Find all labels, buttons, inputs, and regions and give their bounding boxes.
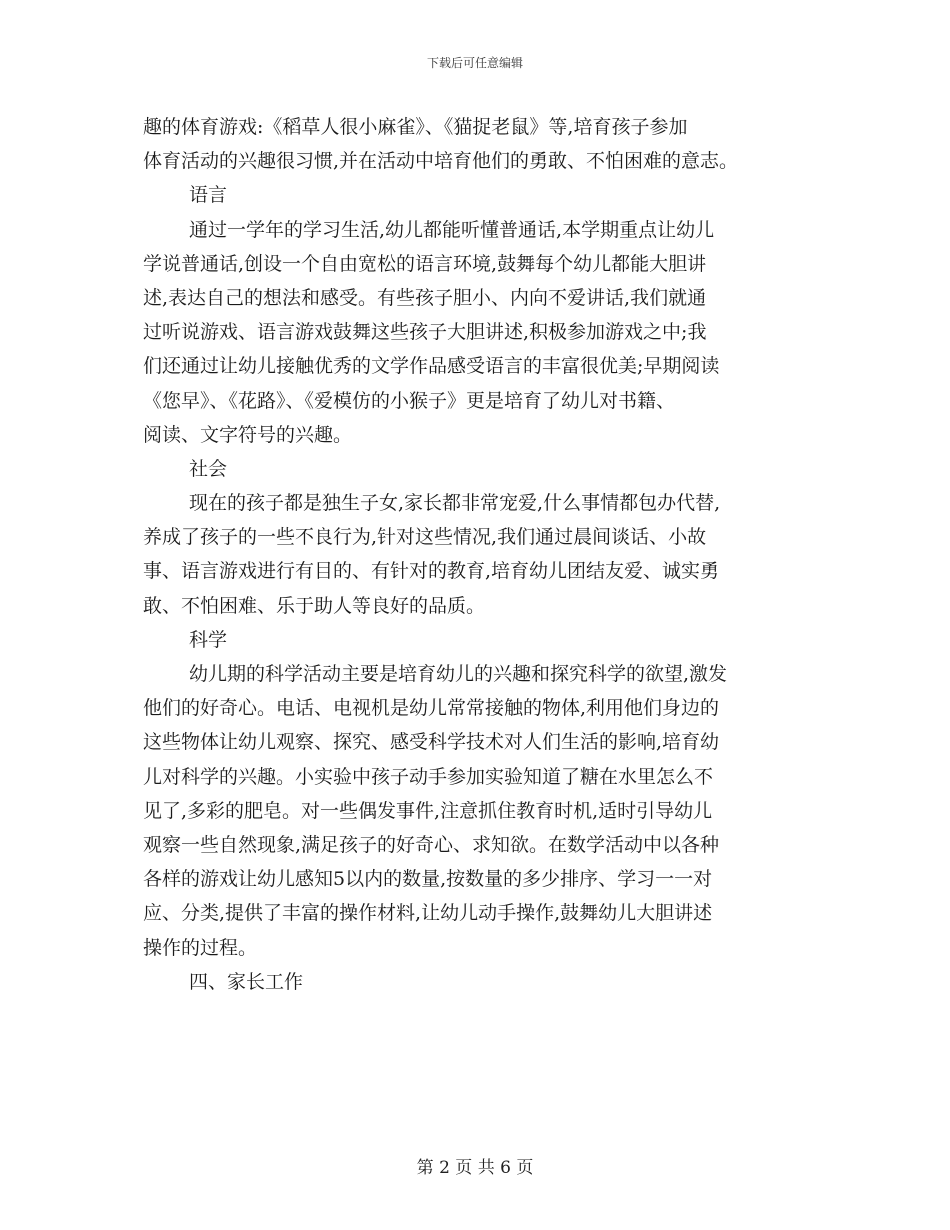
text-line: 他们的好奇心。电话、电视机是幼儿常常接触的物体,利用他们身边的 bbox=[143, 697, 720, 720]
text-line: 事、语言游戏进行有目的、有针对的教育,培育幼儿团结友爱、诚实勇 bbox=[143, 560, 720, 583]
text-line: 儿对科学的兴趣。小实验中孩子动手参加实验知道了糖在水里怎么不 bbox=[143, 765, 714, 788]
page-footer: 第 2 页 共 6 页 bbox=[416, 1158, 534, 1178]
text-line: 述,表达自己的想法和感受。有些孩子胆小、内向不爱讲话,我们就通 bbox=[143, 286, 707, 309]
text-line: 学说普通话,创设一个自由宽松的语言环境,鼓舞每个幼儿都能大胆讲 bbox=[143, 252, 707, 275]
text-line: 阅读、文字符号的兴趣。 bbox=[143, 423, 353, 446]
text-line: 社会 bbox=[189, 457, 228, 480]
text-line: 各样的游戏让幼儿感知5以内的数量,按数量的多少排序、学习一一对 bbox=[143, 868, 713, 891]
text-line: 观察一些自然现象,满足孩子的好奇心、求知欲。在数学活动中以各种 bbox=[143, 833, 720, 856]
text-line: 幼儿期的科学活动主要是培育幼儿的兴趣和探究科学的欲望,激发 bbox=[189, 663, 728, 685]
text-line: 四、家长工作 bbox=[189, 970, 304, 993]
text-line: 养成了孩子的一些不良行为,针对这些情况,我们通过晨间谈话、小故 bbox=[143, 526, 707, 549]
text-line: 这些物体让幼儿观察、探究、感受科学技术对人们生活的影响,培育幼 bbox=[143, 731, 720, 754]
text-line: 语言 bbox=[189, 184, 228, 207]
text-line: 们还通过让幼儿接触优秀的文学作品感受语言的丰富很优美;早期阅读 bbox=[143, 355, 720, 378]
text-line: 过听说游戏、语言游戏鼓舞这些孩子大胆讲述,积极参加游戏之中;我 bbox=[143, 321, 707, 344]
text-line: 趣的体育游戏:《稻草人很小麻雀》、《猫捉老鼠》等,培育孩子参加 bbox=[143, 116, 688, 138]
text-line: 见了,多彩的肥皂。对一些偶发事件,注意抓住教育时机,适时引导幼儿 bbox=[143, 799, 713, 822]
text-line: 通过一学年的学习生活,幼儿都能听懂普通话,本学期重点让幼儿 bbox=[189, 218, 715, 241]
text-line: 体育活动的兴趣很习惯,并在活动中培育他们的勇敢、不怕困难的意志。 bbox=[143, 150, 739, 173]
text-line: 应、分类,提供了丰富的操作材料,让幼儿动手操作,鼓舞幼儿大胆讲述 bbox=[143, 902, 713, 925]
text-line: 现在的孩子都是独生子女,家长都非常宠爱,什么事情都包办代替, bbox=[189, 492, 721, 515]
page-header: 下载后可任意编辑 bbox=[426, 56, 523, 70]
text-line: 敢、不怕困难、乐于助人等良好的品质。 bbox=[143, 594, 486, 617]
text-line: 操作的过程。 bbox=[143, 936, 258, 959]
text-line: 科学 bbox=[189, 628, 228, 651]
text-line: 《您早》、《花路》、《爱模仿的小猴子》更是培育了幼儿对书籍、 bbox=[143, 389, 676, 412]
document-body bbox=[143, 110, 823, 999]
